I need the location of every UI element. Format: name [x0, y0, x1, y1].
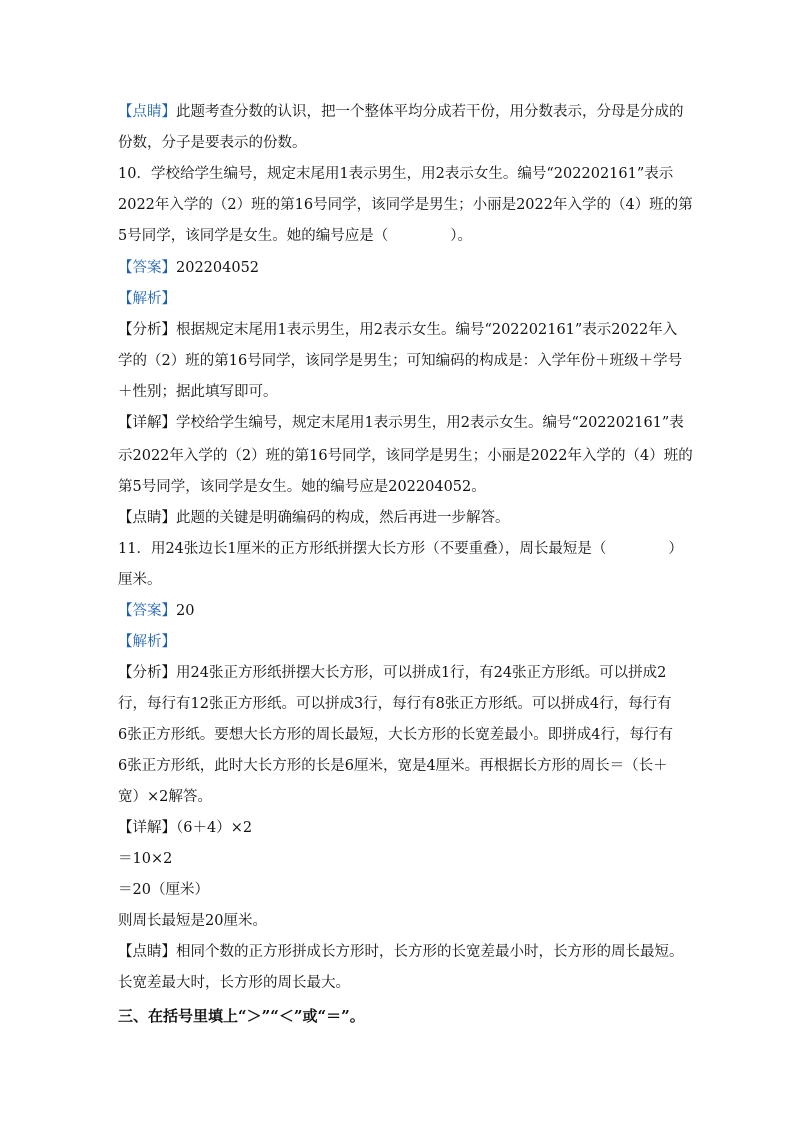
q10-question-line-3: 5号同学，该同学是女生。她的编号应是（ ）。	[118, 228, 472, 244]
answer-tag: 【答案】	[118, 603, 176, 619]
q11-answer: 【答案】20	[118, 603, 195, 619]
q11-fenxi-line-4: 6张正方形纸，此时大长方形的长是6厘米，宽是4厘米。再根据长方形的周长＝（长＋	[118, 758, 668, 774]
q11-xiangjie-line-4: 则周长最短是20厘米。	[118, 913, 267, 929]
answer-tag: 【答案】	[118, 260, 176, 276]
q11-question-line-1: 11．用24张边长1厘米的正方形纸拼摆大长方形（不要重叠），周长最短是（ ）	[118, 541, 683, 557]
q10-question-line-1: 10．学校给学生编号，规定末尾用1表示男生，用2表示女生。编号“202202161”表示	[118, 166, 674, 182]
q11-dianjing-line-1: 【点睛】相同个数的正方形拼成长方形时，长方形的长宽差最小时，长方形的周长最短。	[118, 944, 684, 960]
q9-point-line-2: 份数，分子是要表示的份数。	[118, 135, 307, 151]
fenxi-tag: 【分析】	[118, 322, 176, 338]
point-tag: 【点睛】	[118, 510, 176, 526]
q11-fenxi-line-5: 宽）×2解答。	[118, 789, 212, 805]
q11-xiangjie-line-2: ＝10×2	[118, 851, 173, 867]
point-tag: 【点睛】	[118, 104, 176, 120]
q11-fenxi-line-2: 行，每行有12张正方形纸。可以拼成3行，每行有8张正方形纸。可以拼成4行，每行有	[118, 696, 672, 712]
xiangjie-tag: 【详解】	[118, 820, 176, 836]
q10-fenxi-line-3: ＋性别；据此填写即可。	[118, 384, 278, 400]
q10-analysis-tag: 【解析】	[118, 291, 176, 307]
q10-fenxi-line-1: 【分析】根据规定末尾用1表示男生，用2表示女生。编号“202202161”表示2022年入	[118, 322, 678, 338]
q11-xiangjie-line-3: ＝20（厘米）	[118, 882, 209, 898]
fenxi-tag: 【分析】	[118, 665, 176, 681]
q11-xiangjie-line-1: 【详解】（6＋4）×2	[118, 820, 253, 836]
q10-xiangjie-line-1: 【详解】学校给学生编号，规定末尾用1表示男生，用2表示女生。编号“202202161”表	[118, 415, 684, 431]
q11-dianjing-line-2: 长宽差最大时，长方形的周长最大。	[118, 975, 350, 991]
q10-xiangjie-line-3: 第5号同学，该同学是女生。她的编号应是202204052。	[118, 479, 486, 495]
q10-dianjing: 【点睛】此题的关键是明确编码的构成，然后再进一步解答。	[118, 510, 510, 526]
q9-point-line-1: 【点睛】此题考查分数的认识，把一个整体平均分成若干份，用分数表示，分母是分成的	[118, 104, 684, 120]
q11-fenxi-line-1: 【分析】用24张正方形纸拼摆大长方形，可以拼成1行，有24张正方形纸。可以拼成2	[118, 665, 667, 681]
q11-question-line-2: 厘米。	[118, 572, 162, 588]
q10-question-line-2: 2022年入学的（2）班的第16号同学，该同学是男生；小丽是2022年入学的（4）班的第	[118, 197, 693, 213]
q11-analysis-tag: 【解析】	[118, 634, 176, 650]
q10-answer: 【答案】202204052	[118, 260, 260, 276]
xiangjie-tag: 【详解】	[118, 415, 176, 431]
point-tag: 【点睛】	[118, 944, 176, 960]
q10-fenxi-line-2: 学的（2）班的第16号同学，该同学是男生；可知编码的构成是：入学年份＋班级＋学号	[118, 353, 683, 369]
q10-xiangjie-line-2: 示2022年入学的（2）班的第16号同学，该同学是男生；小丽是2022年入学的（4）班的	[118, 448, 693, 464]
section-3-heading: 三、在括号里填上“＞”“＜”或“＝”。	[118, 1007, 365, 1025]
q11-fenxi-line-3: 6张正方形纸。要想大长方形的周长最短，大长方形的长宽差最小。即拼成4行，每行有	[118, 727, 673, 743]
